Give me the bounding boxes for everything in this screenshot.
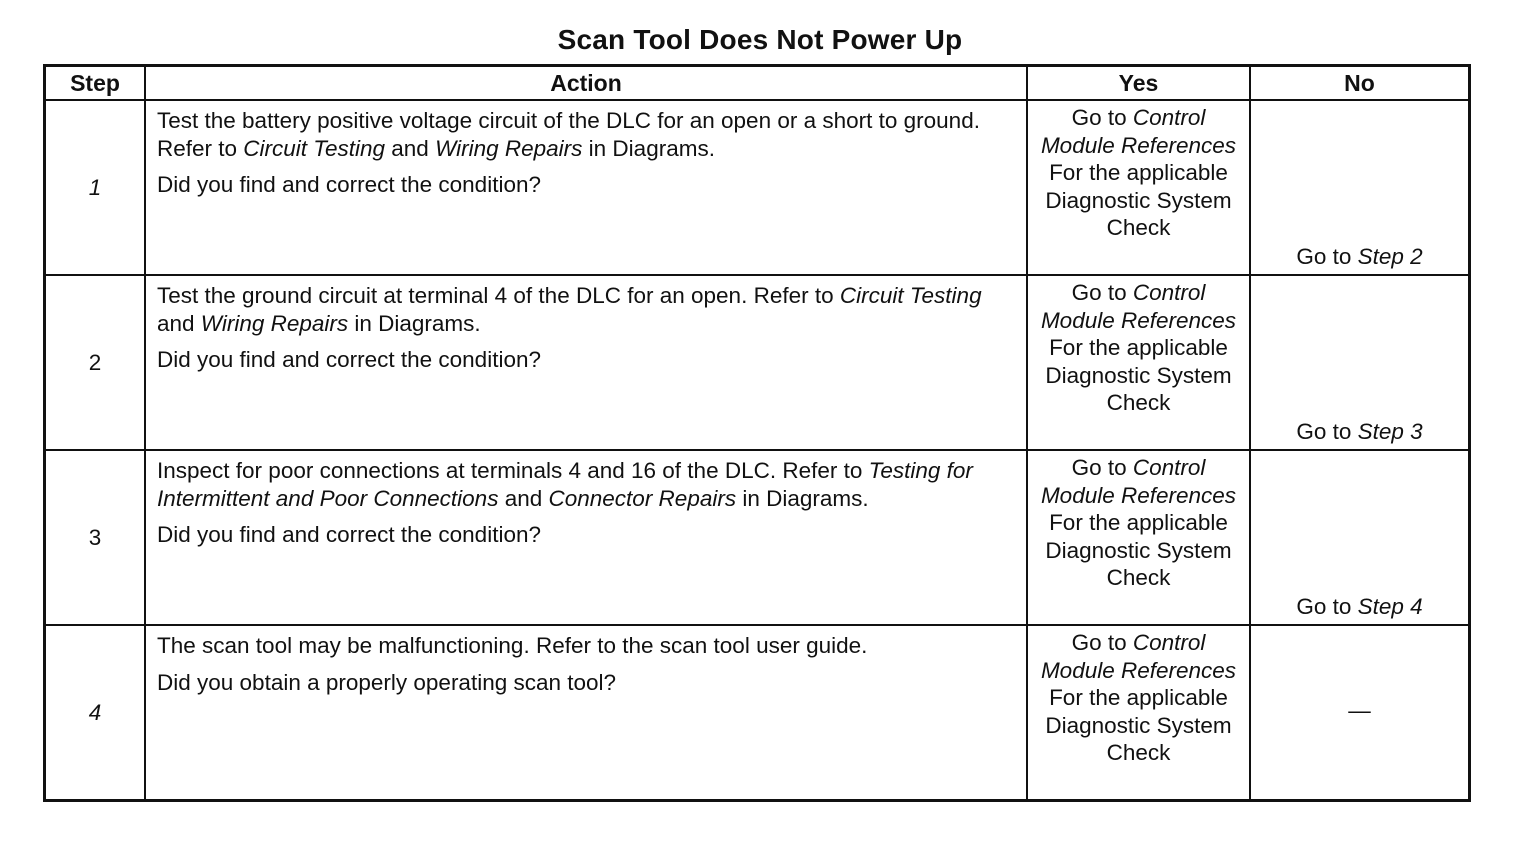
header-no: No [1250,66,1470,101]
yes-cell: Go to Control Module References For the applicable Diagnostic System Check [1027,450,1250,625]
step-cell: 4 [45,625,146,800]
header-yes: Yes [1027,66,1250,101]
action-cell [145,275,1027,450]
header-step: Step [45,66,146,101]
header-action: Action [145,66,1027,101]
no-cell: Go to Step 4 [1250,450,1470,625]
action-cell [145,625,1027,800]
yes-cell: Go to Control Module References For the applicable Diagnostic System Check [1027,100,1250,275]
no-cell: Go to Step 3 [1250,275,1470,450]
action-question: Did you find and correct the condition? [157,347,541,372]
page-title: Scan Tool Does Not Power Up [557,24,963,55]
no-cell: Go to Step 2 [1250,100,1470,275]
action-question: Did you find and correct the condition? [157,522,541,547]
table-row [45,100,1470,275]
table-row [45,450,1470,625]
step-cell: 1 [45,100,146,275]
action-question: Did you obtain a properly operating scan tool? [157,669,617,695]
table-header-row [45,66,1470,101]
step-cell: 2 [45,275,146,450]
table-body [45,100,1470,800]
action-text: Test the battery positive voltage circuit of the DLC for an open or a short to ground. Refer to Circuit Testing and Wiring Repairs in Diagrams. [157,108,980,161]
yes-cell: Go to Control Module References For the applicable Diagnostic System Check [1027,275,1250,450]
action-text: Inspect for poor connections at terminals 4 and 16 of the DLC. Refer to Testing for Intermittent and Poor Connections and Connector Repairs in Diagrams. [157,458,973,511]
yes-cell: Go to Control Module References For the applicable Diagnostic System Check [1027,625,1250,800]
step-cell: 3 [45,450,146,625]
action-cell [145,450,1027,625]
action-cell [145,100,1027,275]
table-row [45,275,1470,450]
action-text: The scan tool may be malfunctioning. Refer to the scan tool user guide. [157,633,868,658]
diagnostic-table [43,64,1471,802]
action-text: Test the ground circuit at terminal 4 of the DLC for an open. Refer to Circuit Testing and Wiring Repairs in Diagrams. [157,283,982,336]
no-cell: — [1250,625,1470,800]
table-row [45,625,1470,800]
action-question: Did you find and correct the condition? [157,172,541,197]
